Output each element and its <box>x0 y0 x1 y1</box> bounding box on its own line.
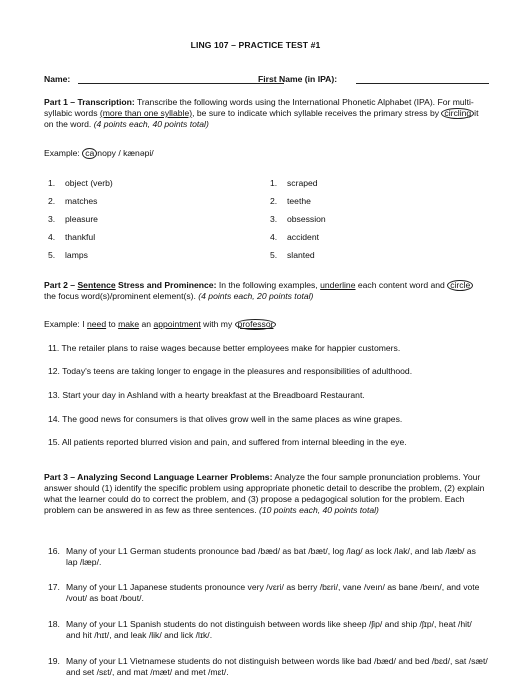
part2-instructions <box>44 280 486 302</box>
item-num: 5. <box>270 250 278 260</box>
sentence-item: 13. Start your day in Ashland with a hearty breakfast at the Breadboard Restaurant. <box>48 390 365 400</box>
item-word: slanted <box>287 250 315 260</box>
list-item <box>48 178 113 189</box>
list-item <box>270 214 326 225</box>
part3-intro: Analyze the four sample pronunciation problems. Your answer should (1) identify the specific problem using appropriate phonetic detail to describe the problem, (2) explain what the learner could do to correct the problem, and (3) propose a pedagogical solution for the problem. Each problem can be answered in as few as three sentences. <box>44 472 485 515</box>
part1-points: (4 points each, 40 points total) <box>93 118 209 129</box>
part3-instructions <box>44 472 486 516</box>
example-word-make: make <box>118 319 140 329</box>
part1-example <box>44 148 154 159</box>
list-item <box>48 196 97 207</box>
item-word: thankful <box>65 232 96 242</box>
problem-item <box>48 546 488 568</box>
part2-heading <box>44 280 216 290</box>
part1-intro-a: Transcribe the following words using the International Phonetic Alphabet (IPA). For multi-syllabic words <box>44 97 474 118</box>
sentence-item: 14. The good news for consumers is that olives grow well in the same places as wine grapes. <box>48 414 403 424</box>
problem-text: Many of your L1 Spanish students do not distinguish between words like sheep /ʃip/ and ship /ʃɪp/, heat /hit/ and hit /hɪt/, and leak /lik/ and lick /lɪk/. <box>66 619 472 640</box>
problem-num: 19. <box>48 656 60 666</box>
problem-text: Many of your L1 Vietnamese students do not distinguish between words like bad /bæd/ and bed /bɛd/, sat /sæt/ and set /sɛt/, and mat /mæt/ and met /mɛt/. <box>66 656 488 677</box>
list-item <box>48 232 95 243</box>
item-num: 1. <box>270 178 278 188</box>
example-word-appointment: appointment <box>153 319 201 329</box>
list-item <box>48 250 88 261</box>
item-num: 1. <box>48 178 56 188</box>
sentence-item: 15. All patients reported blurred vision and pain, and suffered from internal bleeding in the eye. <box>48 437 407 447</box>
problem-item <box>48 582 488 604</box>
part1-intro-c: it on the word. <box>44 107 479 129</box>
problem-item <box>48 619 488 641</box>
example-word-to: to <box>106 319 119 329</box>
part1-example-rest: nopy <box>97 148 116 158</box>
first-name-field[interactable] <box>356 74 489 84</box>
problem-text: Many of your L1 Japanese students pronounce very /vɛri/ as berry /bɛri/, vane /veın/ as bane /beın/, and vote /vout/ as boat /bout/. <box>66 582 480 603</box>
part3-heading: Part 3 – Analyzing Second Language Learner Problems: <box>44 472 273 482</box>
problem-num: 17. <box>48 582 60 592</box>
item-num: 3. <box>48 214 56 224</box>
part2-heading-a: Part 2 – <box>44 280 78 290</box>
item-word: matches <box>65 196 98 206</box>
problem-text: Many of your L1 German students pronounce bad /bæd/ as bat /bæt/, log /lag/ as lock /lak/, and lab /læb/ as lap /læp/. <box>66 546 476 567</box>
item-word: object (verb) <box>65 178 113 188</box>
item-num: 4. <box>48 232 56 242</box>
part2-underline-word: underline <box>320 280 356 290</box>
part1-intro-b: , be sure to indicate which syllable receives the primary stress by <box>192 107 442 118</box>
item-word: accident <box>287 232 320 242</box>
item-num: 2. <box>270 196 278 206</box>
item-word: teethe <box>287 196 311 206</box>
example-word-with-my: with my <box>200 319 235 329</box>
part1-example-label: Example: <box>44 148 80 158</box>
part2-intro-c: the focus word(s)/prominent element(s). <box>44 291 199 302</box>
example-word-need: need <box>87 319 107 329</box>
list-item <box>48 214 98 225</box>
item-num: 5. <box>48 250 56 260</box>
part1-example-circled: ca <box>82 148 97 159</box>
part2-intro-a: In the following examples, <box>216 280 321 290</box>
item-num: 4. <box>270 232 278 242</box>
list-item <box>270 232 319 243</box>
list-item <box>270 178 318 189</box>
sentence-item: 12. Today's teens are taking longer to engage in the pleasures and responsibilities of adulthood. <box>48 366 413 376</box>
part1-heading: Part 1 – Transcription: <box>44 97 135 107</box>
part3-points: (10 points each, 40 points total) <box>258 504 379 515</box>
part2-points: (4 points each, 20 points total) <box>198 291 314 302</box>
example-word-an: an <box>139 319 154 329</box>
part1-circling-word: circling <box>441 108 474 119</box>
part2-heading-b: Stress and Prominence: <box>115 280 217 290</box>
part2-example-label: Example: I <box>44 319 87 329</box>
name-label: Name: <box>44 74 71 84</box>
problem-num: 18. <box>48 619 60 629</box>
part1-instructions <box>44 97 486 130</box>
part1-example-ipa: / kænəpi/ <box>118 148 154 158</box>
item-word: lamps <box>65 250 88 260</box>
page-title: LING 107 – PRACTICE TEST #1 <box>190 40 321 50</box>
part2-example <box>44 319 276 330</box>
list-item <box>270 196 311 207</box>
problem-item <box>48 656 488 678</box>
item-word: scraped <box>287 178 318 188</box>
part1-more-than-one: (more than one syllable) <box>99 107 193 118</box>
item-num: 2. <box>48 196 56 206</box>
item-word: pleasure <box>65 214 98 224</box>
name-field[interactable] <box>78 74 284 84</box>
example-word-professor: professor <box>235 319 277 330</box>
name-row <box>44 74 489 86</box>
item-num: 3. <box>270 214 278 224</box>
item-word: obsession <box>287 214 326 224</box>
part2-circle-word: circle <box>447 280 473 291</box>
list-item <box>270 250 315 261</box>
sentence-item: 11. The retailer plans to raise wages because better employees make for happier customers. <box>48 343 401 353</box>
part2-intro-b: each content word and <box>355 280 448 290</box>
problem-num: 16. <box>48 546 60 556</box>
first-name-label: First Name (in IPA): <box>258 74 338 84</box>
part2-heading-underlined: Sentence <box>77 280 116 290</box>
